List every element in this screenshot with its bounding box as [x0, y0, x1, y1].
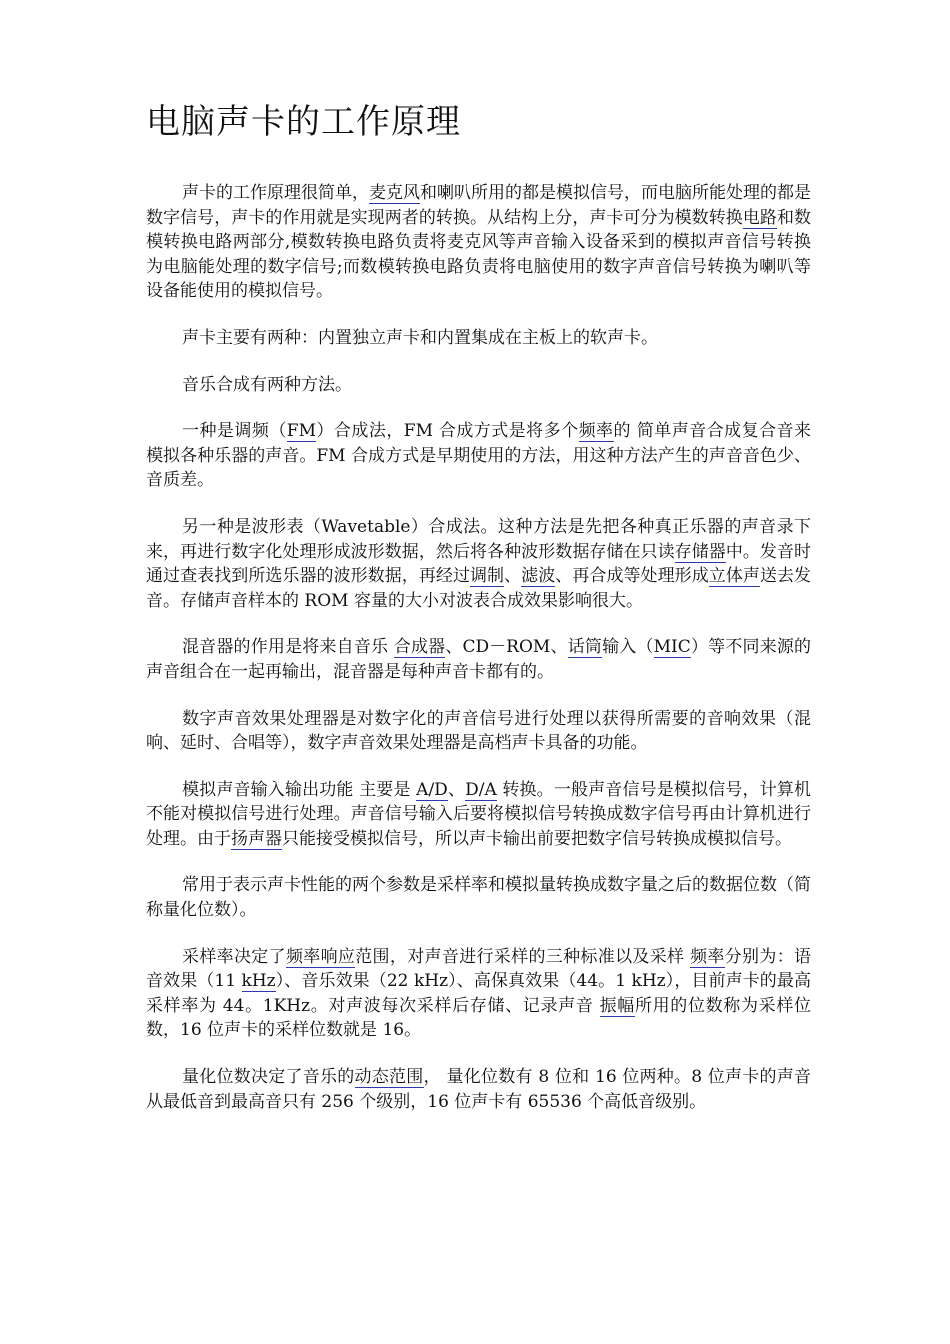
hyperlink[interactable]: FM — [286, 421, 316, 442]
paragraph — [146, 707, 811, 756]
paragraph — [146, 515, 811, 613]
text-run: 声卡的工作原理很简单， — [182, 183, 369, 203]
text-run: 另一种是波形表（Wavetable）合成法。这种方法是先把各种真正乐器的声音录下来，再进行数字化处理形成波形数据，然后将各种波形数据存储在只读 — [146, 516, 811, 562]
hyperlink[interactable]: 话筒 — [567, 637, 603, 658]
text-run: 、 — [447, 779, 466, 800]
hyperlink[interactable]: 频率 — [690, 946, 725, 967]
text-run: 范围，对声音进行采样的三种标准以及采样 — [355, 946, 691, 967]
document-title: 电脑声卡的工作原理 — [146, 102, 461, 142]
text-run: 分别为：语音效果（11 — [146, 946, 812, 992]
text-run: 数字声音效果处理器是对数字化的声音信号进行处理以获得所需要的音响效果（混响、延时、合唱等），数字声音效果处理器是高档声卡具备的功能。 — [146, 708, 811, 754]
text-run: ）合成法，FM 合成方式是将多个 — [316, 421, 579, 442]
text-run: 混音器的作用是将来自音乐 — [182, 637, 394, 658]
paragraph — [146, 778, 811, 852]
text-run: ）、音乐效果（22 kHz）、高保真效果（44。1 kHz），目前声卡的最高采样率为 44。1KHz。对声波每次采样后存储、记录声音 — [146, 971, 811, 1016]
text-run: 模拟声音输入输出功能 主要是 — [182, 779, 417, 800]
text-run: 的 简单声音合成复合音来模拟各种乐器的声音。FM 合成方式是早期使用的方法，用这种方法产生的声音音色少、音质差。 — [146, 421, 812, 491]
text-run: 音乐合成有两种方法。 — [182, 374, 352, 395]
text-run: 和喇叭所用的都是模拟信号，而电脑所能处理的都是数字信号，声卡的作用就是实现两者的转换。从结构上分，声卡可分为模数转换 — [146, 183, 811, 228]
hyperlink[interactable]: 扬声器 — [231, 828, 282, 849]
hyperlink[interactable]: A/D — [416, 779, 448, 800]
text-run: 只能接受模拟信号，所以声卡输出前要把数字信号转换成模拟信号。 — [282, 828, 792, 849]
paragraph — [146, 873, 811, 922]
text-run: ， 量化位数有 8 位和 16 位两种。8 位声卡的声音从最低音到最高音只有 256 个级别，16 位声卡有 65536 个高低音级别。 — [146, 1067, 812, 1112]
document-body — [146, 181, 811, 1136]
paragraph — [146, 326, 811, 351]
text-run: 量化位数决定了音乐的 — [182, 1067, 355, 1088]
hyperlink[interactable]: kHz — [241, 971, 276, 992]
paragraph — [146, 419, 811, 493]
hyperlink[interactable]: 存储器 — [674, 541, 726, 562]
hyperlink[interactable]: 频率 — [578, 421, 614, 442]
text-run: 中。发音时通过查表找到所选乐器的波形数据，再经过 — [146, 541, 812, 587]
hyperlink[interactable]: D/A — [465, 779, 497, 800]
text-run: 转换。一般声音信号是模拟信号，计算机不能对模拟信号进行处理。声音信号输入后要将模拟信号转换成数字信号再由计算机进行处理。由于 — [146, 779, 812, 849]
text-run: 、CD－ROM、 — [445, 637, 568, 658]
text-run: 所用的位数称为采样位数，16 位声卡的采样位数就是 16。 — [146, 995, 811, 1041]
hyperlink[interactable]: 动态范围 — [354, 1067, 424, 1088]
hyperlink[interactable]: 麦克风 — [369, 183, 420, 203]
text-run: 和数模转换电路两部分,模数转换电路负责将麦克风等声音输入设备采到的模拟声音信号转换为电脑能处理的数字信号;而数模转换电路负责将电脑使用的数字声音信号转换为喇叭等设备能使用的模拟信号。 — [146, 207, 812, 302]
hyperlink[interactable]: 振幅 — [599, 995, 635, 1016]
hyperlink[interactable]: MIC — [653, 637, 691, 658]
text-run: 送去发音。存储声音样本的 ROM 容量的大小对波表合成效果影响很大。 — [146, 566, 812, 611]
text-run: 一种是调频（ — [182, 421, 287, 442]
paragraph — [146, 1065, 811, 1114]
hyperlink[interactable]: 立体声 — [708, 566, 760, 587]
hyperlink[interactable]: 电路 — [742, 207, 777, 228]
hyperlink[interactable]: 滤波 — [521, 566, 556, 587]
text-run: 输入（ — [602, 637, 654, 658]
paragraph — [146, 635, 811, 684]
text-run: 、 — [504, 566, 522, 587]
text-run: ）等不同来源的声音组合在一起再输出，混音器是每种声音卡都有的。 — [146, 637, 812, 682]
text-run: 采样率决定了 — [182, 946, 286, 967]
text-run: 、再合成等处理形成 — [555, 566, 709, 587]
text-run: 常用于表示声卡性能的两个参数是采样率和模拟量转换成数字量之后的数据位数（简称量化位数）。 — [146, 875, 811, 921]
hyperlink[interactable]: 调制 — [470, 566, 505, 587]
paragraph — [146, 945, 811, 1043]
hyperlink[interactable]: 频率响应 — [285, 946, 356, 967]
text-run: 声卡主要有两种：内置独立声卡和内置集成在主板上的软声卡。 — [182, 327, 658, 348]
paragraph — [146, 373, 811, 398]
paragraph — [146, 181, 811, 304]
hyperlink[interactable]: 合成器 — [393, 637, 446, 658]
